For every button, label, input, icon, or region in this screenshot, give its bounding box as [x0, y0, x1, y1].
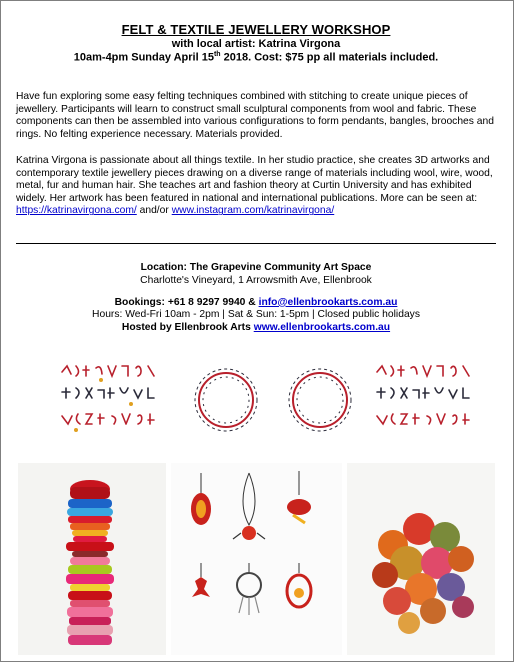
date-cost-line [0, 51, 512, 64]
instagram-link[interactable]: www.instagram.com/katrinavirgona/ [171, 205, 335, 217]
felt-balls-photo [347, 463, 495, 655]
hosted-label: Hosted by Ellenbrook Arts [121, 322, 254, 334]
necklace-ring-image-right [277, 360, 363, 440]
website-link[interactable]: https://katrinavirgona.com/ [16, 205, 137, 217]
bookings-label: Bookings: +61 8 9297 9940 & [114, 296, 259, 308]
hosted-link[interactable]: www.ellenbrookarts.com.au [253, 322, 391, 334]
date-prefix: 10am-4pm Sunday April 15 [73, 51, 214, 64]
necklace-ring-image-left [183, 360, 269, 440]
bangle-stack-photo [18, 463, 166, 655]
email-link[interactable]: info@ellenbrookarts.com.au [258, 296, 398, 308]
date-suffix: 2018. Cost: $75 pp all materials included. [220, 51, 439, 64]
glyph-jewellery-image-left [56, 360, 166, 440]
info-block [0, 262, 512, 335]
location-heading: Location: The Grapevine Community Art Space [140, 262, 372, 273]
location-address: Charlotte's Vineyard, 1 Arrowsmith Ave, Ellenbrook [140, 274, 372, 286]
pendants-photo [171, 463, 342, 655]
artist-subtitle: with local artist: Katrina Virgona [171, 38, 341, 50]
bio-paragraph [16, 155, 498, 218]
date-sup: th [213, 51, 221, 58]
hours-line: Hours: Wed-Fri 10am - 2pm | Sat & Sun: 1-5pm | Closed public holidays [92, 309, 420, 321]
bio-and-or: and/or [136, 205, 169, 217]
glyph-jewellery-image-right [371, 360, 481, 440]
divider [16, 243, 496, 244]
intro-paragraph: Have fun exploring some easy felting techniques combined with stitching to create unique pieces of jewellery. Participants will learn to construct small sculptural components from wool and fabric. These components can then be assembled into various configurations to form pendants, bangles, brooches and rings. No felting experience necessary. Materials provided. [16, 91, 494, 140]
header [0, 22, 512, 64]
bio-text: Katrina Virgona is passionate about all things textile. In her studio practice, she creates 3D artworks and contemporary textile jewellery pieces drawing on a diverse range of materials including wool, wire, wood, metal, fur and human hair. She teaches art and fashion theory at Curtin University and has exhibited widely. Her artwork has been featured in national and international publications. More can be seen at: [16, 155, 493, 204]
page-title: FELT & TEXTILE JEWELLERY WORKSHOP [121, 22, 391, 37]
